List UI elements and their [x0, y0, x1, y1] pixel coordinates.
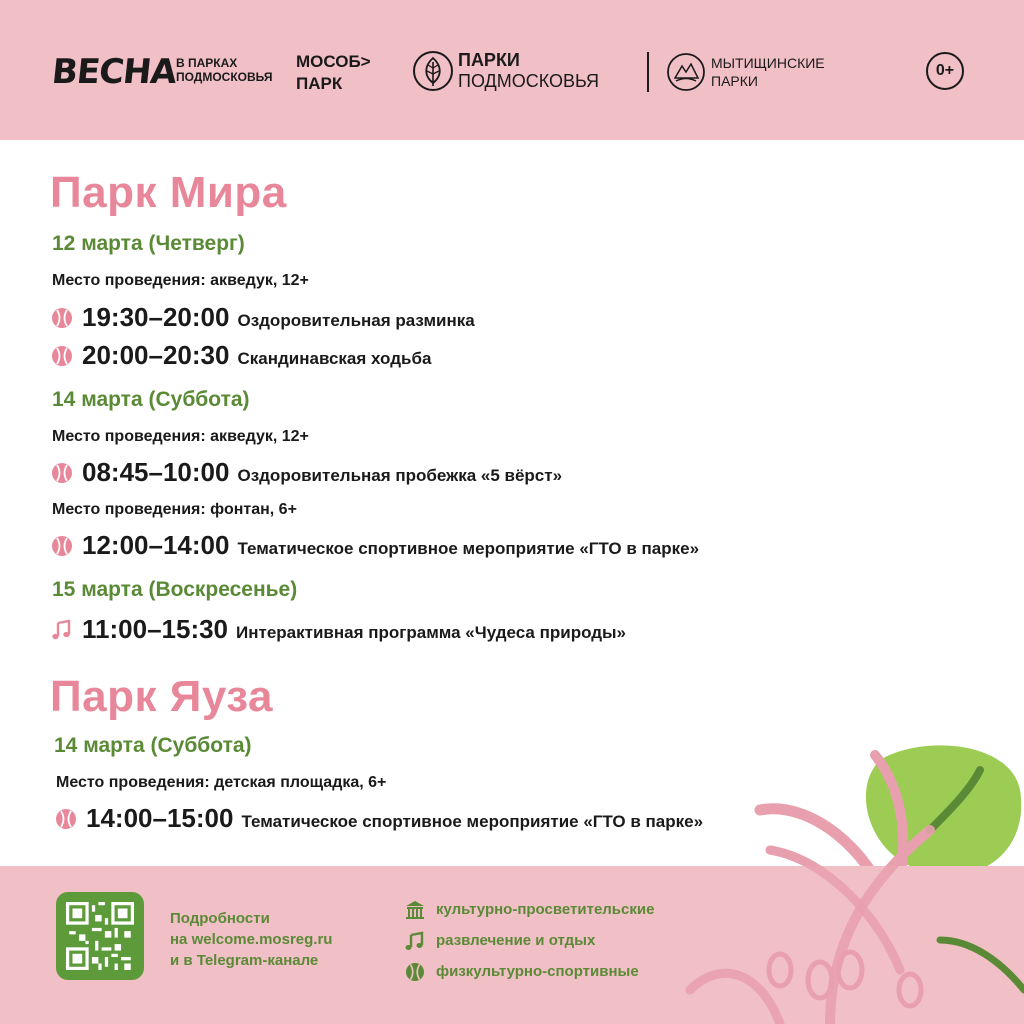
mytishchi-parks-text — [711, 54, 825, 90]
event-description: Тематическое спортивное мероприятие «ГТО в парке» — [241, 812, 704, 831]
sport-icon — [50, 344, 74, 368]
venue-text: Место проведения: фонтан, 6+ — [52, 501, 297, 518]
legend-item-sport — [404, 956, 654, 987]
qr-code-icon — [66, 902, 134, 970]
vesna-sub-line2: ПОДМОСКОВЬЯ — [176, 70, 273, 84]
date-heading: 14 марта (Суббота) — [54, 734, 252, 757]
details-info-text — [170, 908, 332, 971]
parks-line2: ПОДМОСКОВЬЯ — [458, 71, 600, 91]
event-description: Оздоровительная разминка — [237, 311, 475, 330]
category-legend — [404, 894, 654, 987]
sport-icon — [404, 961, 426, 983]
sport-icon — [50, 534, 74, 558]
event-description: Тематическое спортивное мероприятие «ГТО в парке» — [237, 539, 700, 558]
mytishchi-parks-logo-icon — [666, 52, 706, 92]
music-note-icon — [50, 618, 74, 642]
vesna-logo-subtitle — [176, 56, 272, 84]
parks-leaf-logo-icon — [412, 50, 454, 92]
legend-item-entertainment — [404, 925, 654, 956]
event-row — [50, 302, 475, 333]
venue-text: Место проведения: акведук, 12+ — [52, 428, 309, 445]
event-row — [50, 457, 562, 488]
header-divider — [647, 52, 649, 92]
sport-icon — [50, 306, 74, 330]
event-row — [50, 614, 626, 645]
date-heading: 12 марта (Четверг) — [52, 232, 245, 255]
event-time: 12:00–14:00 — [82, 530, 230, 560]
event-row — [50, 530, 699, 561]
event-description: Скандинавская ходьба — [237, 349, 432, 368]
event-time: 11:00–15:30 — [82, 614, 229, 644]
event-time: 08:45–10:00 — [82, 457, 230, 487]
myt-line2: ПАРКИ — [711, 73, 758, 89]
park-title-mira: Парк Мира — [50, 168, 287, 217]
event-description: Интерактивная программа «Чудеса природы» — [236, 623, 627, 642]
legend-label: развлечение и отдых — [436, 932, 596, 949]
vesna-sub-line1: В ПАРКАХ — [176, 56, 238, 70]
age-rating-badge: 0+ — [926, 52, 964, 90]
park-title-yauza: Парк Яуза — [50, 672, 273, 721]
sport-icon — [54, 807, 78, 831]
event-time: 14:00–15:00 — [86, 803, 234, 833]
event-time: 19:30–20:00 — [82, 302, 230, 332]
date-heading: 14 марта (Суббота) — [52, 388, 250, 411]
museum-icon — [404, 899, 426, 921]
myt-line1: МЫТИЩИНСКИЕ — [711, 55, 825, 71]
mosobl-line1: МОСОБ> — [296, 52, 371, 71]
venue-text: Место проведения: детская площадка, 6+ — [56, 774, 387, 791]
venue-text: Место проведения: акведук, 12+ — [52, 272, 309, 289]
music-note-icon — [404, 930, 426, 952]
event-row — [54, 803, 703, 834]
date-heading: 15 марта (Воскресенье) — [52, 578, 298, 601]
parks-podmoskovya-text — [458, 50, 599, 92]
parks-line1: ПАРКИ — [458, 50, 520, 70]
legend-label: физкультурно-спортивные — [436, 963, 639, 980]
legend-label: культурно-просветительские — [436, 901, 655, 918]
vesna-logo: ВЕСНА — [49, 52, 178, 92]
event-time: 20:00–20:30 — [82, 340, 230, 370]
info-line1: Подробности — [170, 910, 270, 927]
mosobl-line2: ПАРК — [296, 74, 343, 93]
mosoblpark-logo — [296, 51, 371, 95]
info-line3: и в Telegram-канале — [170, 952, 319, 969]
qr-code[interactable] — [56, 892, 144, 980]
event-row — [50, 340, 431, 371]
legend-item-culture — [404, 894, 654, 925]
event-description: Оздоровительная пробежка «5 вёрст» — [237, 466, 563, 485]
sport-icon — [50, 461, 74, 485]
info-link[interactable]: на welcome.mosreg.ru — [170, 931, 333, 948]
